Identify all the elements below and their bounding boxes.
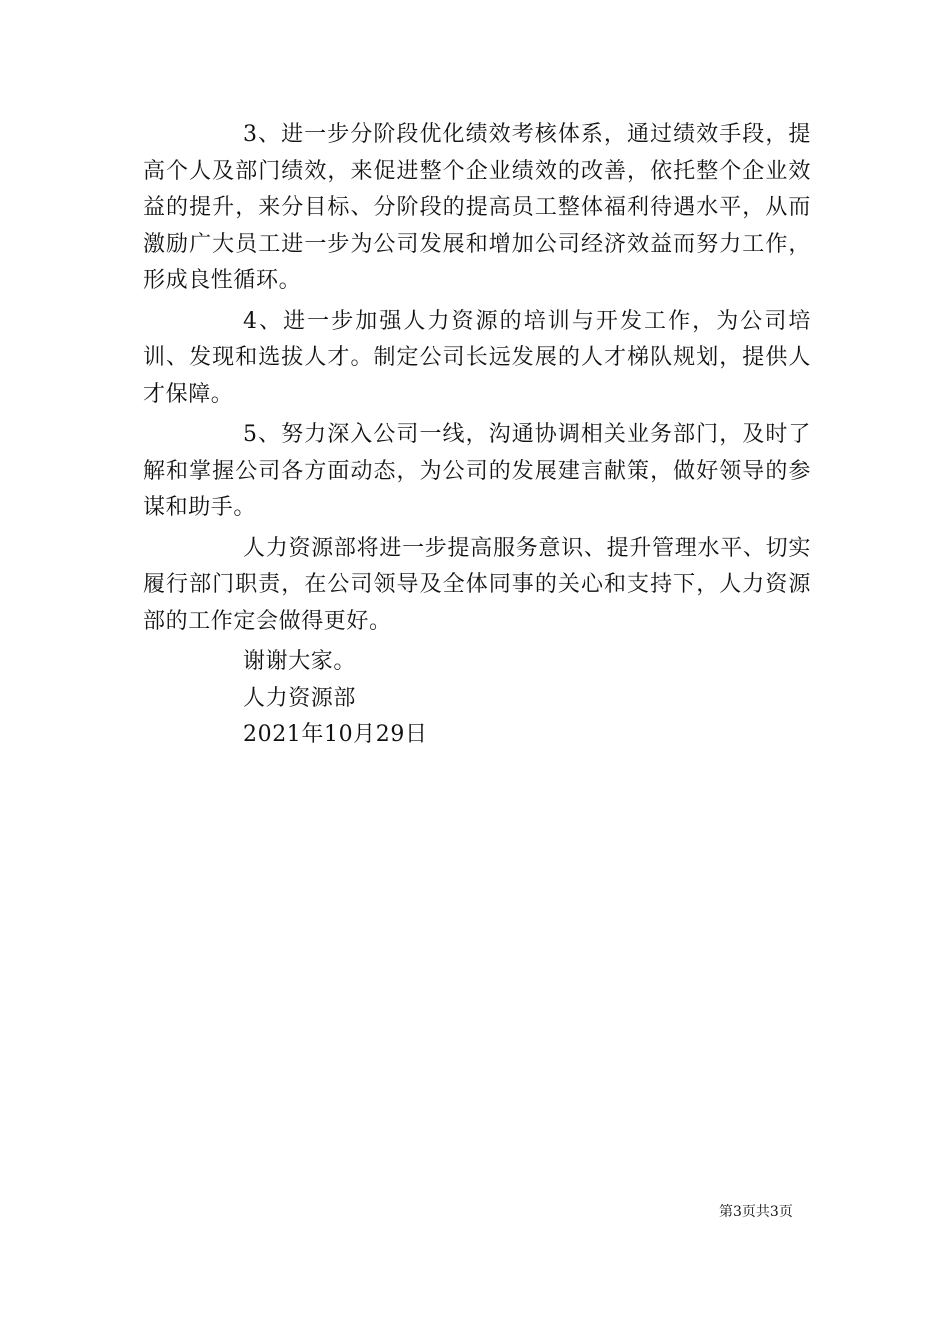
document-body — [143, 117, 811, 754]
paragraph-conclusion: 人力资源部将进一步提高服务意识、提升管理水平、切实履行部门职责，在公司领导及全体同事的关心和支持下，人力资源部的工作定会做得更好。 — [143, 535, 811, 634]
paragraph-item-4: 4、进一步加强人力资源的培训与开发工作，为公司培训、发现和选拔人才。制定公司长远发展的人才梯队规划，提供人才保障。 — [143, 308, 811, 407]
page-number-footer: 第3页共3页 — [719, 1204, 793, 1220]
signature-date: 2021年10月29日 — [243, 722, 428, 747]
paragraph-item-5: 5、努力深入公司一线，沟通协调相关业务部门，及时了解和掌握公司各方面动态，为公司的发展建言献策，做好领导的参谋和助手。 — [143, 422, 811, 520]
closing-thanks: 谢谢大家。 — [243, 649, 357, 674]
signature-department: 人力资源部 — [243, 685, 357, 711]
paragraph-item-3: 3、进一步分阶段优化绩效考核体系，通过绩效手段，提高个人及部门绩效，来促进整个企业绩效的改善，依托整个企业效益的提升，来分目标、分阶段的提高员工整体福利待遇水平，从而激励广大员工进一步为公司发展和增加公司经济效益而努力工作，形成良性循环。 — [143, 122, 811, 293]
